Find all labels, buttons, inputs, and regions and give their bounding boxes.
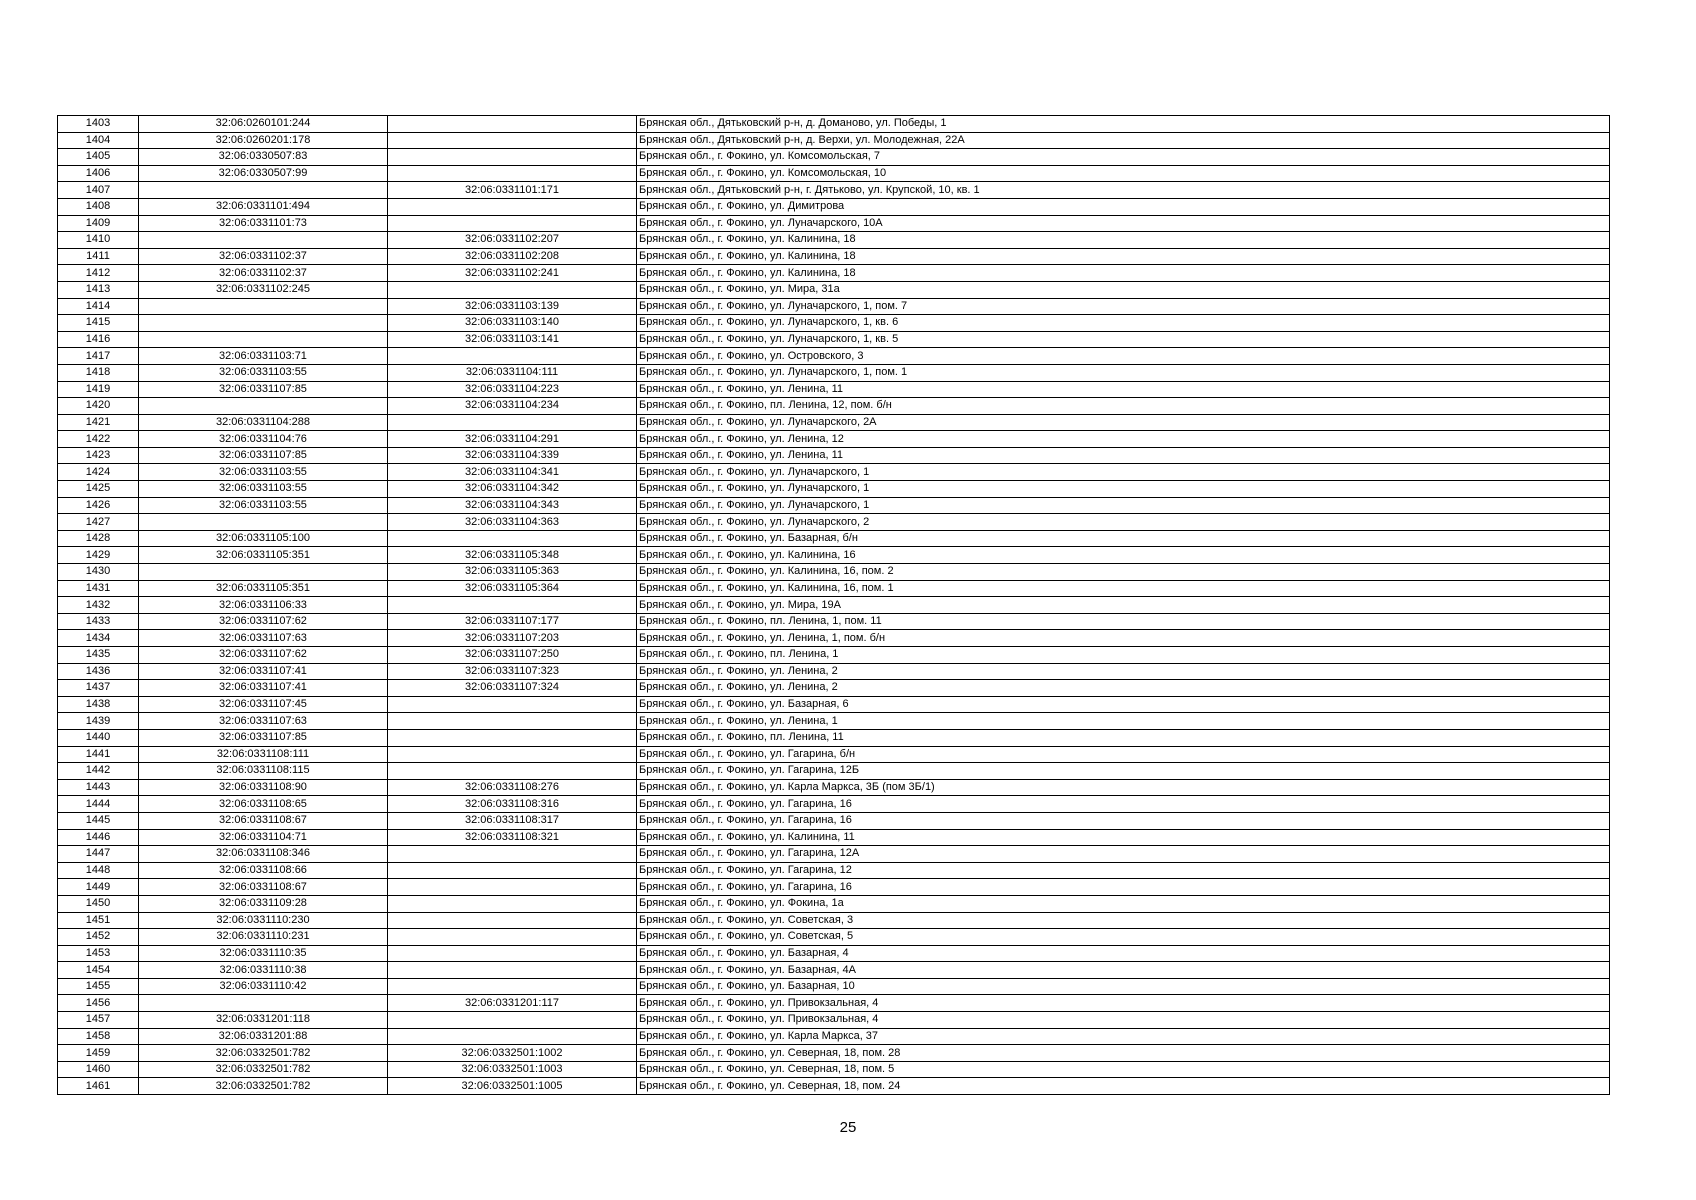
- address-cell: Брянская обл., Дятьковский р-н, д. Верхи, ул. Молодежная, 22А: [637, 132, 1610, 149]
- row-number-cell: 1444: [58, 796, 139, 813]
- parcel-number-cell: 32:06:0331201:88: [139, 1028, 388, 1045]
- table-row: [58, 331, 1610, 348]
- row-number-cell: 1457: [58, 1012, 139, 1029]
- parcel-number-cell: 32:06:0331110:231: [139, 929, 388, 946]
- object-number-cell: 32:06:0331104:341: [388, 464, 637, 481]
- parcel-number-cell: 32:06:0331108:90: [139, 779, 388, 796]
- row-number-cell: 1446: [58, 829, 139, 846]
- address-cell: Брянская обл., г. Фокино, пл. Ленина, 11: [637, 729, 1610, 746]
- registry-table-body: [58, 116, 1610, 1095]
- parcel-number-cell: 32:06:0331110:42: [139, 978, 388, 995]
- object-number-cell: [388, 763, 637, 780]
- parcel-number-cell: 32:06:0331107:63: [139, 630, 388, 647]
- table-row: [58, 530, 1610, 547]
- parcel-number-cell: 32:06:0331107:62: [139, 613, 388, 630]
- parcel-number-cell: 32:06:0331107:85: [139, 381, 388, 398]
- object-number-cell: [388, 945, 637, 962]
- table-row: [58, 116, 1610, 133]
- table-row: [58, 298, 1610, 315]
- table-row: [58, 431, 1610, 448]
- table-row: [58, 812, 1610, 829]
- object-number-cell: [388, 879, 637, 896]
- parcel-number-cell: [139, 298, 388, 315]
- address-cell: Брянская обл., г. Фокино, ул. Калинина, 18: [637, 248, 1610, 265]
- row-number-cell: 1454: [58, 962, 139, 979]
- object-number-cell: [388, 165, 637, 182]
- address-cell: Брянская обл., Дятьковский р-н, д. Доманово, ул. Победы, 1: [637, 116, 1610, 133]
- address-cell: Брянская обл., г. Фокино, ул. Северная, 18, пом. 28: [637, 1045, 1610, 1062]
- table-row: [58, 364, 1610, 381]
- address-cell: Брянская обл., г. Фокино, ул. Ленина, 1, пом. б/н: [637, 630, 1610, 647]
- table-row: [58, 796, 1610, 813]
- parcel-number-cell: 32:06:0331106:33: [139, 597, 388, 614]
- parcel-number-cell: 32:06:0331108:67: [139, 812, 388, 829]
- row-number-cell: 1424: [58, 464, 139, 481]
- parcel-number-cell: 32:06:0331105:351: [139, 547, 388, 564]
- parcel-number-cell: 32:06:0331105:351: [139, 580, 388, 597]
- row-number-cell: 1438: [58, 696, 139, 713]
- parcel-number-cell: 32:06:0331108:346: [139, 846, 388, 863]
- table-row: [58, 547, 1610, 564]
- parcel-number-cell: [139, 232, 388, 249]
- parcel-number-cell: 32:06:0332501:782: [139, 1078, 388, 1095]
- object-number-cell: [388, 132, 637, 149]
- object-number-cell: [388, 215, 637, 232]
- parcel-number-cell: 32:06:0332501:782: [139, 1045, 388, 1062]
- object-number-cell: [388, 1012, 637, 1029]
- parcel-number-cell: 32:06:0331107:62: [139, 647, 388, 664]
- row-number-cell: 1461: [58, 1078, 139, 1095]
- object-number-cell: 32:06:0331103:139: [388, 298, 637, 315]
- parcel-number-cell: 32:06:0331108:67: [139, 879, 388, 896]
- object-number-cell: 32:06:0331105:348: [388, 547, 637, 564]
- object-number-cell: 32:06:0331105:363: [388, 564, 637, 581]
- row-number-cell: 1422: [58, 431, 139, 448]
- table-row: [58, 1061, 1610, 1078]
- table-row: [58, 182, 1610, 199]
- row-number-cell: 1452: [58, 929, 139, 946]
- table-row: [58, 895, 1610, 912]
- address-cell: Брянская обл., г. Фокино, ул. Ленина, 2: [637, 680, 1610, 697]
- table-row: [58, 995, 1610, 1012]
- address-cell: Брянская обл., г. Фокино, ул. Базарная, б/н: [637, 530, 1610, 547]
- row-number-cell: 1434: [58, 630, 139, 647]
- row-number-cell: 1447: [58, 846, 139, 863]
- object-number-cell: [388, 746, 637, 763]
- address-cell: Брянская обл., г. Фокино, пл. Ленина, 1: [637, 647, 1610, 664]
- object-number-cell: [388, 895, 637, 912]
- address-cell: Брянская обл., г. Фокино, ул. Карла Маркса, 37: [637, 1028, 1610, 1045]
- address-cell: Брянская обл., г. Фокино, ул. Луначарского, 1: [637, 464, 1610, 481]
- address-cell: Брянская обл., г. Фокино, ул. Луначарского, 10А: [637, 215, 1610, 232]
- table-row: [58, 630, 1610, 647]
- table-row: [58, 447, 1610, 464]
- object-number-cell: 32:06:0331101:171: [388, 182, 637, 199]
- object-number-cell: [388, 348, 637, 365]
- object-number-cell: 32:06:0331108:321: [388, 829, 637, 846]
- parcel-number-cell: [139, 514, 388, 531]
- table-row: [58, 779, 1610, 796]
- parcel-number-cell: [139, 398, 388, 415]
- address-cell: Брянская обл., г. Фокино, ул. Комсомольская, 7: [637, 149, 1610, 166]
- row-number-cell: 1433: [58, 613, 139, 630]
- row-number-cell: 1425: [58, 481, 139, 498]
- row-number-cell: 1443: [58, 779, 139, 796]
- object-number-cell: 32:06:0331107:250: [388, 647, 637, 664]
- parcel-number-cell: 32:06:0331104:71: [139, 829, 388, 846]
- registry-table: [57, 115, 1610, 1095]
- table-row: [58, 680, 1610, 697]
- address-cell: Брянская обл., г. Фокино, ул. Луначарского, 1: [637, 481, 1610, 498]
- row-number-cell: 1414: [58, 298, 139, 315]
- parcel-number-cell: 32:06:0332501:782: [139, 1061, 388, 1078]
- object-number-cell: 32:06:0331102:207: [388, 232, 637, 249]
- row-number-cell: 1451: [58, 912, 139, 929]
- row-number-cell: 1404: [58, 132, 139, 149]
- table-row: [58, 564, 1610, 581]
- object-number-cell: [388, 414, 637, 431]
- parcel-number-cell: 32:06:0331103:55: [139, 464, 388, 481]
- table-row: [58, 514, 1610, 531]
- table-row: [58, 232, 1610, 249]
- address-cell: Брянская обл., Дятьковский р-н, г. Дятьково, ул. Крупской, 10, кв. 1: [637, 182, 1610, 199]
- row-number-cell: 1437: [58, 680, 139, 697]
- row-number-cell: 1456: [58, 995, 139, 1012]
- row-number-cell: 1417: [58, 348, 139, 365]
- address-cell: Брянская обл., г. Фокино, ул. Ленина, 12: [637, 431, 1610, 448]
- row-number-cell: 1460: [58, 1061, 139, 1078]
- object-number-cell: [388, 929, 637, 946]
- row-number-cell: 1436: [58, 663, 139, 680]
- parcel-number-cell: 32:06:0260101:244: [139, 116, 388, 133]
- address-cell: Брянская обл., г. Фокино, ул. Ленина, 1: [637, 713, 1610, 730]
- table-row: [58, 381, 1610, 398]
- address-cell: Брянская обл., г. Фокино, ул. Ленина, 11: [637, 381, 1610, 398]
- table-row: [58, 696, 1610, 713]
- object-number-cell: [388, 729, 637, 746]
- parcel-number-cell: 32:06:0331103:55: [139, 497, 388, 514]
- address-cell: Брянская обл., г. Фокино, ул. Гагарина, 12Б: [637, 763, 1610, 780]
- table-row: [58, 265, 1610, 282]
- address-cell: Брянская обл., г. Фокино, ул. Димитрова: [637, 198, 1610, 215]
- row-number-cell: 1412: [58, 265, 139, 282]
- object-number-cell: [388, 597, 637, 614]
- table-row: [58, 198, 1610, 215]
- parcel-number-cell: [139, 182, 388, 199]
- address-cell: Брянская обл., г. Фокино, ул. Калинина, 16, пом. 1: [637, 580, 1610, 597]
- row-number-cell: 1413: [58, 281, 139, 298]
- address-cell: Брянская обл., г. Фокино, ул. Советская, 3: [637, 912, 1610, 929]
- object-number-cell: 32:06:0331102:241: [388, 265, 637, 282]
- page-number: 25: [839, 1119, 857, 1136]
- object-number-cell: [388, 696, 637, 713]
- address-cell: Брянская обл., г. Фокино, ул. Гагарина, 16: [637, 879, 1610, 896]
- address-cell: Брянская обл., г. Фокино, ул. Луначарского, 1, пом. 1: [637, 364, 1610, 381]
- row-number-cell: 1407: [58, 182, 139, 199]
- object-number-cell: 32:06:0331104:291: [388, 431, 637, 448]
- table-row: [58, 414, 1610, 431]
- object-number-cell: 32:06:0331103:141: [388, 331, 637, 348]
- table-row: [58, 846, 1610, 863]
- table-row: [58, 348, 1610, 365]
- parcel-number-cell: 32:06:0331110:230: [139, 912, 388, 929]
- object-number-cell: 32:06:0331104:234: [388, 398, 637, 415]
- parcel-number-cell: [139, 995, 388, 1012]
- row-number-cell: 1430: [58, 564, 139, 581]
- parcel-number-cell: 32:06:0331110:35: [139, 945, 388, 962]
- object-number-cell: [388, 978, 637, 995]
- parcel-number-cell: 32:06:0330507:83: [139, 149, 388, 166]
- table-row: [58, 315, 1610, 332]
- row-number-cell: 1442: [58, 763, 139, 780]
- parcel-number-cell: 32:06:0331102:37: [139, 265, 388, 282]
- object-number-cell: 32:06:0331107:324: [388, 680, 637, 697]
- address-cell: Брянская обл., г. Фокино, ул. Ленина, 11: [637, 447, 1610, 464]
- parcel-number-cell: 32:06:0331102:37: [139, 248, 388, 265]
- table-row: [58, 281, 1610, 298]
- row-number-cell: 1439: [58, 713, 139, 730]
- object-number-cell: 32:06:0331108:317: [388, 812, 637, 829]
- table-row: [58, 763, 1610, 780]
- parcel-number-cell: 32:06:0260201:178: [139, 132, 388, 149]
- parcel-number-cell: 32:06:0331107:41: [139, 663, 388, 680]
- address-cell: Брянская обл., г. Фокино, ул. Северная, 18, пом. 24: [637, 1078, 1610, 1095]
- object-number-cell: 32:06:0331104:339: [388, 447, 637, 464]
- address-cell: Брянская обл., г. Фокино, ул. Советская, 5: [637, 929, 1610, 946]
- table-row: [58, 663, 1610, 680]
- object-number-cell: [388, 149, 637, 166]
- row-number-cell: 1431: [58, 580, 139, 597]
- table-row: [58, 862, 1610, 879]
- row-number-cell: 1420: [58, 398, 139, 415]
- table-row: [58, 497, 1610, 514]
- row-number-cell: 1459: [58, 1045, 139, 1062]
- table-row: [58, 1028, 1610, 1045]
- object-number-cell: 32:06:0331104:223: [388, 381, 637, 398]
- table-row: [58, 165, 1610, 182]
- address-cell: Брянская обл., г. Фокино, ул. Мира, 19А: [637, 597, 1610, 614]
- address-cell: Брянская обл., г. Фокино, ул. Гагарина, б/н: [637, 746, 1610, 763]
- row-number-cell: 1426: [58, 497, 139, 514]
- row-number-cell: 1416: [58, 331, 139, 348]
- row-number-cell: 1448: [58, 862, 139, 879]
- parcel-number-cell: [139, 315, 388, 332]
- parcel-number-cell: 32:06:0331108:111: [139, 746, 388, 763]
- table-row: [58, 149, 1610, 166]
- table-row: [58, 597, 1610, 614]
- object-number-cell: 32:06:0331107:203: [388, 630, 637, 647]
- table-row: [58, 215, 1610, 232]
- parcel-number-cell: 32:06:0331105:100: [139, 530, 388, 547]
- parcel-number-cell: 32:06:0330507:99: [139, 165, 388, 182]
- object-number-cell: 32:06:0332501:1002: [388, 1045, 637, 1062]
- parcel-number-cell: 32:06:0331107:85: [139, 447, 388, 464]
- table-row: [58, 929, 1610, 946]
- table-row: [58, 962, 1610, 979]
- parcel-number-cell: 32:06:0331108:115: [139, 763, 388, 780]
- parcel-number-cell: 32:06:0331108:66: [139, 862, 388, 879]
- address-cell: Брянская обл., г. Фокино, ул. Базарная, 4: [637, 945, 1610, 962]
- address-cell: Брянская обл., г. Фокино, ул. Луначарского, 1, кв. 6: [637, 315, 1610, 332]
- address-cell: Брянская обл., г. Фокино, пл. Ленина, 12, пом. б/н: [637, 398, 1610, 415]
- row-number-cell: 1429: [58, 547, 139, 564]
- table-row: [58, 613, 1610, 630]
- parcel-number-cell: [139, 564, 388, 581]
- table-row: [58, 1045, 1610, 1062]
- address-cell: Брянская обл., г. Фокино, ул. Мира, 31а: [637, 281, 1610, 298]
- table-row: [58, 829, 1610, 846]
- object-number-cell: [388, 530, 637, 547]
- address-cell: Брянская обл., г. Фокино, ул. Островского, 3: [637, 348, 1610, 365]
- address-cell: Брянская обл., г. Фокино, ул. Калинина, 18: [637, 232, 1610, 249]
- table-row: [58, 912, 1610, 929]
- row-number-cell: 1415: [58, 315, 139, 332]
- object-number-cell: 32:06:0331105:364: [388, 580, 637, 597]
- parcel-number-cell: 32:06:0331104:288: [139, 414, 388, 431]
- table-row: [58, 713, 1610, 730]
- object-number-cell: [388, 912, 637, 929]
- row-number-cell: 1406: [58, 165, 139, 182]
- address-cell: Брянская обл., г. Фокино, ул. Калинина, 16: [637, 547, 1610, 564]
- row-number-cell: 1449: [58, 879, 139, 896]
- object-number-cell: [388, 1028, 637, 1045]
- object-number-cell: 32:06:0332501:1005: [388, 1078, 637, 1095]
- row-number-cell: 1450: [58, 895, 139, 912]
- parcel-number-cell: 32:06:0331109:28: [139, 895, 388, 912]
- object-number-cell: [388, 198, 637, 215]
- table-row: [58, 481, 1610, 498]
- object-number-cell: 32:06:0331103:140: [388, 315, 637, 332]
- object-number-cell: 32:06:0332501:1003: [388, 1061, 637, 1078]
- parcel-number-cell: 32:06:0331110:38: [139, 962, 388, 979]
- object-number-cell: 32:06:0331201:117: [388, 995, 637, 1012]
- parcel-number-cell: 32:06:0331108:65: [139, 796, 388, 813]
- address-cell: Брянская обл., г. Фокино, ул. Гагарина, 12: [637, 862, 1610, 879]
- address-cell: Брянская обл., г. Фокино, ул. Карла Маркса, 3Б (пом 3Б/1): [637, 779, 1610, 796]
- address-cell: Брянская обл., г. Фокино, ул. Луначарского, 2А: [637, 414, 1610, 431]
- address-cell: Брянская обл., г. Фокино, ул. Базарная, 10: [637, 978, 1610, 995]
- object-number-cell: [388, 962, 637, 979]
- parcel-number-cell: 32:06:0331107:63: [139, 713, 388, 730]
- address-cell: Брянская обл., г. Фокино, ул. Комсомольская, 10: [637, 165, 1610, 182]
- parcel-number-cell: 32:06:0331101:494: [139, 198, 388, 215]
- address-cell: Брянская обл., г. Фокино, ул. Базарная, 4А: [637, 962, 1610, 979]
- address-cell: Брянская обл., г. Фокино, ул. Фокина, 1а: [637, 895, 1610, 912]
- row-number-cell: 1440: [58, 729, 139, 746]
- parcel-number-cell: [139, 331, 388, 348]
- parcel-number-cell: 32:06:0331107:41: [139, 680, 388, 697]
- address-cell: Брянская обл., г. Фокино, ул. Ленина, 2: [637, 663, 1610, 680]
- parcel-number-cell: 32:06:0331201:118: [139, 1012, 388, 1029]
- table-row: [58, 248, 1610, 265]
- address-cell: Брянская обл., г. Фокино, ул. Базарная, 6: [637, 696, 1610, 713]
- address-cell: Брянская обл., г. Фокино, ул. Привокзальная, 4: [637, 1012, 1610, 1029]
- object-number-cell: [388, 116, 637, 133]
- row-number-cell: 1409: [58, 215, 139, 232]
- row-number-cell: 1441: [58, 746, 139, 763]
- address-cell: Брянская обл., г. Фокино, ул. Северная, 18, пом. 5: [637, 1061, 1610, 1078]
- row-number-cell: 1419: [58, 381, 139, 398]
- object-number-cell: 32:06:0331104:342: [388, 481, 637, 498]
- object-number-cell: [388, 281, 637, 298]
- row-number-cell: 1458: [58, 1028, 139, 1045]
- parcel-number-cell: 32:06:0331103:71: [139, 348, 388, 365]
- address-cell: Брянская обл., г. Фокино, ул. Калинина, 16, пом. 2: [637, 564, 1610, 581]
- address-cell: Брянская обл., г. Фокино, ул. Калинина, 18: [637, 265, 1610, 282]
- address-cell: Брянская обл., г. Фокино, ул. Гагарина, 16: [637, 812, 1610, 829]
- parcel-number-cell: 32:06:0331101:73: [139, 215, 388, 232]
- table-row: [58, 1012, 1610, 1029]
- address-cell: Брянская обл., г. Фокино, ул. Луначарского, 1: [637, 497, 1610, 514]
- table-row: [58, 1078, 1610, 1095]
- object-number-cell: 32:06:0331108:316: [388, 796, 637, 813]
- row-number-cell: 1403: [58, 116, 139, 133]
- address-cell: Брянская обл., г. Фокино, ул. Луначарского, 1, пом. 7: [637, 298, 1610, 315]
- object-number-cell: [388, 862, 637, 879]
- parcel-number-cell: 32:06:0331103:55: [139, 481, 388, 498]
- row-number-cell: 1435: [58, 647, 139, 664]
- row-number-cell: 1428: [58, 530, 139, 547]
- object-number-cell: 32:06:0331104:363: [388, 514, 637, 531]
- table-row: [58, 879, 1610, 896]
- table-row: [58, 729, 1610, 746]
- row-number-cell: 1445: [58, 812, 139, 829]
- parcel-number-cell: 32:06:0331107:85: [139, 729, 388, 746]
- address-cell: Брянская обл., г. Фокино, ул. Привокзальная, 4: [637, 995, 1610, 1012]
- parcel-number-cell: 32:06:0331107:45: [139, 696, 388, 713]
- address-cell: Брянская обл., г. Фокино, ул. Луначарского, 2: [637, 514, 1610, 531]
- table-row: [58, 132, 1610, 149]
- parcel-number-cell: 32:06:0331104:76: [139, 431, 388, 448]
- object-number-cell: 32:06:0331108:276: [388, 779, 637, 796]
- object-number-cell: 32:06:0331107:323: [388, 663, 637, 680]
- row-number-cell: 1455: [58, 978, 139, 995]
- table-row: [58, 746, 1610, 763]
- object-number-cell: [388, 713, 637, 730]
- row-number-cell: 1405: [58, 149, 139, 166]
- address-cell: Брянская обл., г. Фокино, ул. Гагарина, 16: [637, 796, 1610, 813]
- table-row: [58, 945, 1610, 962]
- table-row: [58, 464, 1610, 481]
- object-number-cell: 32:06:0331107:177: [388, 613, 637, 630]
- address-cell: Брянская обл., г. Фокино, ул. Гагарина, 12А: [637, 846, 1610, 863]
- address-cell: Брянская обл., г. Фокино, пл. Ленина, 1, пом. 11: [637, 613, 1610, 630]
- table-row: [58, 398, 1610, 415]
- table-row: [58, 647, 1610, 664]
- row-number-cell: 1410: [58, 232, 139, 249]
- row-number-cell: 1418: [58, 364, 139, 381]
- object-number-cell: [388, 846, 637, 863]
- row-number-cell: 1421: [58, 414, 139, 431]
- object-number-cell: 32:06:0331104:343: [388, 497, 637, 514]
- row-number-cell: 1453: [58, 945, 139, 962]
- parcel-number-cell: 32:06:0331103:55: [139, 364, 388, 381]
- row-number-cell: 1411: [58, 248, 139, 265]
- address-cell: Брянская обл., г. Фокино, ул. Луначарского, 1, кв. 5: [637, 331, 1610, 348]
- row-number-cell: 1427: [58, 514, 139, 531]
- address-cell: Брянская обл., г. Фокино, ул. Калинина, 11: [637, 829, 1610, 846]
- row-number-cell: 1423: [58, 447, 139, 464]
- parcel-number-cell: 32:06:0331102:245: [139, 281, 388, 298]
- row-number-cell: 1408: [58, 198, 139, 215]
- row-number-cell: 1432: [58, 597, 139, 614]
- object-number-cell: 32:06:0331104:111: [388, 364, 637, 381]
- table-row: [58, 978, 1610, 995]
- object-number-cell: 32:06:0331102:208: [388, 248, 637, 265]
- table-row: [58, 580, 1610, 597]
